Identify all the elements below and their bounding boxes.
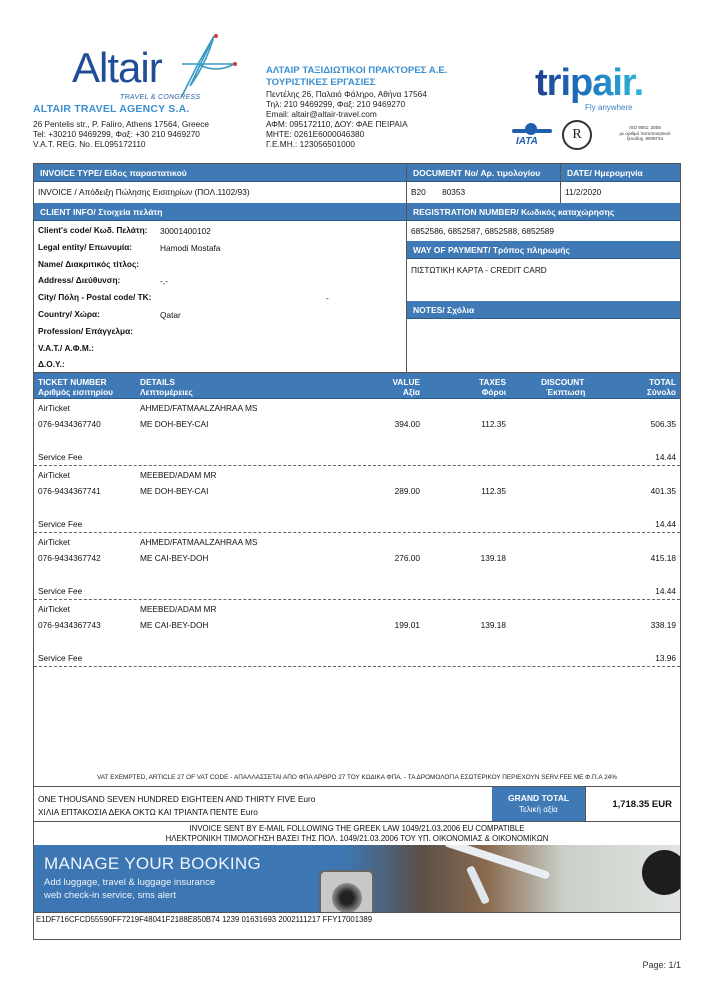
registration-value: 6852586, 6852587, 6852588, 6852589 <box>411 226 555 236</box>
item-taxes: 139.18 <box>480 620 506 631</box>
grand-total-value: 1,718.35 EUR <box>612 799 672 811</box>
date-header: DATE/ Ημερομηνία <box>561 164 680 182</box>
col-total <box>647 378 676 397</box>
date-value: 11/2/2020 <box>565 187 602 197</box>
banner-text <box>44 876 215 902</box>
manage-booking-banner[interactable] <box>34 845 680 912</box>
col-label-gr: Φόροι <box>481 386 506 397</box>
grand-total-label-gr: Τελική αξία <box>519 805 558 815</box>
iata-label: IATA <box>516 136 538 147</box>
item-route: ME DOH-BEY-CAI <box>140 419 209 430</box>
item-passenger: MEEBED/ADAM MR <box>140 604 217 615</box>
item-ticket-number: 076-9434367740 <box>38 419 101 430</box>
notes-value <box>407 319 680 339</box>
client-field-address <box>34 271 406 288</box>
col-label-gr: Σύνολο <box>646 386 676 397</box>
payment-header: WAY OF PAYMENT/ Τρόπος πληρωμής <box>407 241 680 259</box>
document-series: B20 <box>411 187 426 197</box>
service-fee-label: Service Fee <box>38 519 83 530</box>
total-in-words <box>34 787 492 821</box>
item-value: 199.01 <box>394 620 420 631</box>
col-label-gr: Αξία <box>402 386 420 397</box>
client-field-name <box>34 255 406 272</box>
tripair-logo <box>535 62 685 117</box>
field-label: Δ.Ο.Υ.: <box>38 359 65 370</box>
table-row <box>34 600 680 667</box>
banner-line: Add luggage, travel & luggage insurance <box>44 877 216 889</box>
service-fee-value: 14.44 <box>655 586 676 597</box>
invoice-type-value: INVOICE / Απόδειξη Πώλησης Εισιτηρίων (ΠΟΛ.1102/93) <box>38 187 250 197</box>
document-number-header: DOCUMENT No/ Αρ. τιμολογίου <box>407 164 560 182</box>
item-total: 506.35 <box>650 419 676 430</box>
item-route: ME CAI-BEY-DOH <box>140 553 209 564</box>
greek-detail-line: Γ.Ε.ΜΗ.: 123056501000 <box>266 139 355 149</box>
agency-address <box>33 119 209 149</box>
tripair-logo-word: tripair. <box>535 62 644 104</box>
invoice-body <box>33 163 681 940</box>
total-words-en: ONE THOUSAND SEVEN HUNDRED EIGHTEEN AND THIRTY FIVE Euro <box>38 794 316 805</box>
col-label: DETAILS <box>140 377 175 388</box>
document-number: 80353 <box>442 187 466 197</box>
item-passenger: AHMED/FATMAALZAHRAA MS <box>140 537 258 548</box>
client-field-vat <box>34 339 406 356</box>
iata-globe-icon <box>525 123 537 135</box>
item-passenger: AHMED/FATMAALZAHRAA MS <box>140 403 258 414</box>
item-taxes: 139.18 <box>480 553 506 564</box>
field-value: -,- <box>160 276 168 287</box>
airplane-wing-icon <box>466 865 490 905</box>
grand-total-label <box>492 787 586 821</box>
service-fee-label: Service Fee <box>38 653 83 664</box>
greek-detail-line: ΑΦΜ: 095172110, ΔΟΥ: ΦΑΕ ΠΕΙΡΑΙΑ <box>266 119 408 129</box>
tripair-tagline: Fly anywhere <box>585 103 633 112</box>
items-table-header <box>34 372 680 399</box>
col-label-gr: Αριθμός εισιτηρίου <box>38 386 114 397</box>
items-table <box>34 399 680 787</box>
col-label: TICKET NUMBER <box>38 377 107 388</box>
agency-phone-line: Tel: +30210 9469299, Φαξ: +30 210 9469270 <box>33 129 200 139</box>
table-row <box>34 399 680 466</box>
item-total: 415.18 <box>650 553 676 564</box>
client-field-profession <box>34 322 406 339</box>
item-route: ME DOH-BEY-CAI <box>140 486 209 497</box>
binoculars-icon <box>642 850 680 895</box>
col-details <box>140 378 193 397</box>
item-route: ME CAI-BEY-DOH <box>140 620 209 631</box>
document-number-value <box>407 182 560 203</box>
registration-header: REGISTRATION NUMBER/ Κωδικός καταχώρησης <box>407 203 680 221</box>
greek-detail-line: Πεντέλης 26, Παλαιό Φάληρο, Αθήνα 17564 <box>266 89 427 99</box>
item-kind: AirTicket <box>38 470 70 481</box>
col-label-gr: Λεπτομέρειες <box>140 386 193 397</box>
agency-name: ALTAIR TRAVEL AGENCY S.A. <box>33 103 190 115</box>
law-note-en: INVOICE SENT BY E-MAIL FOLLOWING THE GREEK LAW 1049/21.03.2006 EU COMPATIBLE <box>189 824 525 834</box>
grand-total-label-en: GRAND TOTAL <box>507 793 570 804</box>
agency-address-line: 26 Pentelis str., P. Faliro, Athens 17564, Greece <box>33 119 210 129</box>
page-number: Page: 1/1 <box>642 960 681 970</box>
field-label: Address/ Διεύθυνση: <box>38 275 121 286</box>
field-label: Country/ Χώρα: <box>38 308 100 319</box>
item-ticket-number: 076-9434367741 <box>38 486 101 497</box>
col-discount <box>541 378 585 397</box>
item-value: 289.00 <box>394 486 420 497</box>
client-field-legal-entity <box>34 238 406 255</box>
client-field-country <box>34 305 406 322</box>
item-value: 394.00 <box>394 419 420 430</box>
item-total: 338.19 <box>650 620 676 631</box>
service-fee-label: Service Fee <box>38 586 83 597</box>
field-label: City/ Πόλη - Postal code/ TK: <box>38 292 152 303</box>
field-label: Profession/ Επάγγελμα: <box>38 325 133 336</box>
col-label: TOTAL <box>649 377 676 388</box>
service-fee-value: 14.44 <box>655 452 676 463</box>
invoice-type-header: INVOICE TYPE/ Είδος παραστατικού <box>34 164 406 182</box>
invoice-meta-row <box>34 164 680 203</box>
grand-total-row <box>34 787 680 822</box>
field-label: V.A.T./ Α.Φ.Μ.: <box>38 342 94 353</box>
payment-value: ΠΙΣΤΩΤΙΚΗ ΚΑΡΤΑ - CREDIT CARD <box>411 265 547 275</box>
e-invoice-law-note <box>34 822 680 845</box>
client-field-tax-office <box>34 355 406 372</box>
greek-email-line: Email: altair@altair-travel.com <box>266 109 377 119</box>
certification-seal-icon: R <box>562 120 592 150</box>
table-row <box>34 466 680 533</box>
greek-detail-line: Τηλ: 210 9469299, Φαξ: 210 9469270 <box>266 99 406 109</box>
banner-title: MANAGE YOUR BOOKING <box>44 854 261 874</box>
item-ticket-number: 076-9434367743 <box>38 620 101 631</box>
iso-line: με αριθμό πιστοποιητικού <box>619 130 671 136</box>
item-kind: AirTicket <box>38 403 70 414</box>
field-value: 30001400102 <box>160 226 211 236</box>
iso-line: ISO 9001: 2008 <box>629 125 661 130</box>
col-label: TAXES <box>478 377 506 388</box>
camera-lens-icon <box>332 883 362 912</box>
star-logo-icon <box>176 34 238 100</box>
col-value <box>392 378 420 397</box>
item-taxes: 112.35 <box>481 486 506 497</box>
col-label-gr: Έκπτωση <box>546 386 586 397</box>
airplane-icon <box>443 845 550 880</box>
law-note-gr: ΗΛΕΚΤΡΟΝΙΚΗ ΤΙΜΟΛΟΓΗΣΗ ΒΑΣΕΙ ΤΗΣ ΠΟΛ. 1049/21.03.2006 ΤΟΥ ΥΠ. ΟΙΚΟΝΟΜΙΑΣ & ΟΙΚΟΝΟΜΙΚΩΝ <box>165 834 549 844</box>
field-label: Name/ Διακριτικός τίτλος: <box>38 258 140 269</box>
client-info <box>34 203 407 372</box>
item-ticket-number: 076-9434367742 <box>38 553 101 564</box>
col-taxes <box>479 378 506 397</box>
service-fee-value: 14.44 <box>655 519 676 530</box>
document-hash-code: E1DF716CFCD55590FF7219F48041F2188E850B74 1239 01631693 2002111217 FFY17001389 <box>34 912 680 939</box>
registration-payment-notes <box>407 203 680 372</box>
client-section <box>34 203 680 372</box>
item-passenger: MEEBED/ADAM MR <box>140 470 217 481</box>
item-value: 276.00 <box>394 553 420 564</box>
field-label: Legal entity/ Επωνυμία: <box>38 241 133 252</box>
invoice-header <box>0 0 707 160</box>
altair-logo <box>68 34 238 104</box>
notes-header: NOTES/ Σχόλια <box>407 301 680 319</box>
greek-company-details <box>266 89 427 149</box>
service-fee-label: Service Fee <box>38 452 83 463</box>
field-label: Client's code/ Κωδ. Πελάτη: <box>38 225 148 235</box>
item-taxes: 112.35 <box>481 419 506 430</box>
service-fee-value: 13.96 <box>655 653 676 664</box>
item-kind: AirTicket <box>38 604 70 615</box>
vat-exemption-note: VAT EXEMPTED, ARTICLE 27 OF VAT CODE - ΑΠΑΛΛΑΣΣΕΤΑΙ ΑΠΟ ΦΠΑ ΑΡΘΡΟ 27 ΤΟΥ ΚΩΔΙΚΑ ΦΠΑ. - ΤΑ ΔΡΟΜΟΛΟΓΙΑ ΕΣΩΤΕΡΙΚΟΥ ΠΕΡΙΕΧΟΥΝ SERV.FEE ΜΕ Φ.Π.Α 24% <box>97 774 617 782</box>
greek-title-line: ΤΟΥΡΙΣΤΙΚΕΣ ΕΡΓΑΣΙΕΣ <box>266 76 376 88</box>
greek-title-line: ΑΛΤΑΙΡ ΤΑΞΙΔΙΩΤΙΚΟΙ ΠΡΑΚΤΟΡΕΣ Α.Ε. <box>266 65 448 76</box>
field-value: - <box>326 293 329 304</box>
table-row <box>34 533 680 600</box>
client-field-city <box>34 288 406 305</box>
field-value: Qatar <box>160 309 181 320</box>
iso-certificate-text <box>610 125 680 142</box>
total-words-gr: ΧΙΛΙΑ ΕΠΤΑΚΟΣΙΑ ΔΕΚΑ ΟΚΤΩ ΚΑΙ ΤΡΙΑΝΤΑ ΠΕΝΤΕ Euro <box>38 807 258 818</box>
item-kind: AirTicket <box>38 537 70 548</box>
col-label: DISCOUNT <box>541 377 585 388</box>
altair-logo-word: Altair <box>72 44 162 91</box>
client-info-header: CLIENT INFO/ Στοιχεία πελάτη <box>34 203 406 221</box>
banner-line: web check-in service, sms alert <box>44 890 176 902</box>
greek-company-title <box>266 65 447 88</box>
iata-logo-icon <box>512 123 552 149</box>
agency-vat-line: V.A.T. REG. No. EL095172110 <box>33 139 146 149</box>
greek-detail-line: ΜΗΤΕ: 0261E6000046380 <box>266 129 365 139</box>
item-total: 401.35 <box>650 486 676 497</box>
col-label: VALUE <box>392 377 420 388</box>
col-ticket-number <box>38 378 113 397</box>
client-field-code <box>34 221 406 238</box>
altair-logo-subtitle: TRAVEL & CONGRESS <box>120 94 201 101</box>
field-value: Hamodi Mostafa <box>160 242 221 253</box>
iso-line: ξενοδοχ. 9009734 <box>626 136 664 141</box>
